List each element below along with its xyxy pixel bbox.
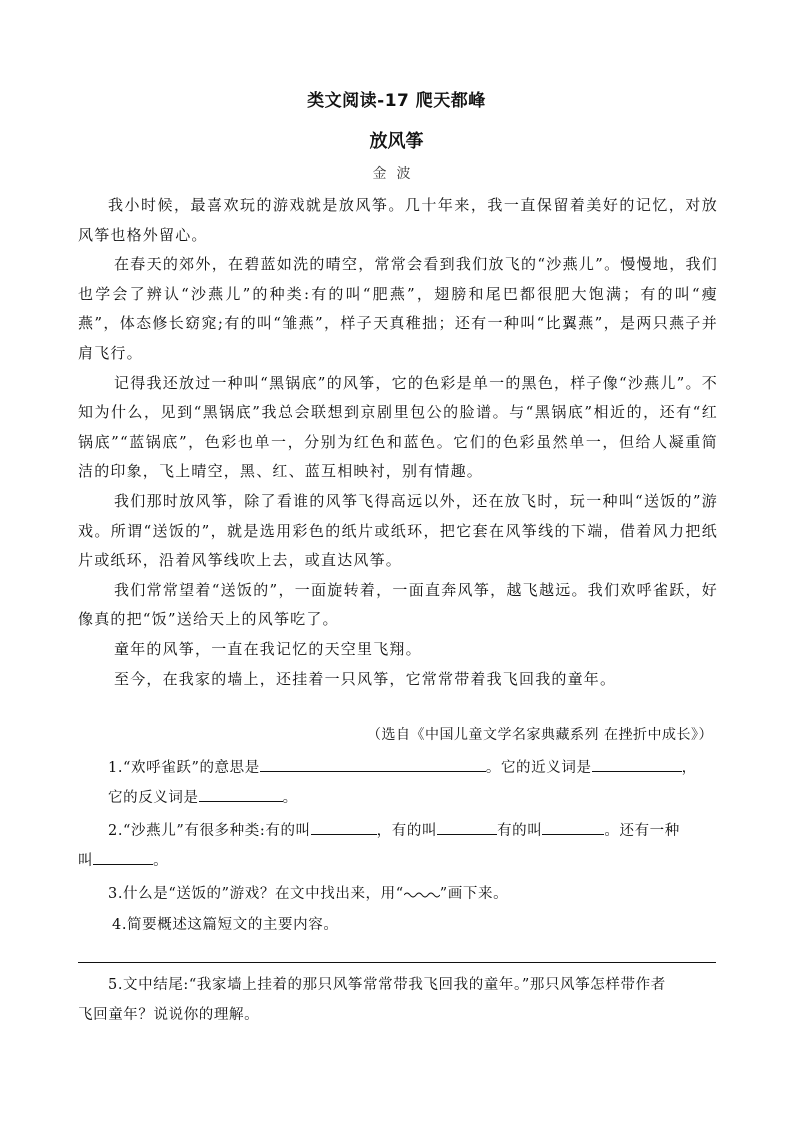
question-2-text: 。还有一种 <box>604 823 680 839</box>
question-2-text: ，有的叫 <box>376 823 438 839</box>
question-1-text: 1.“欢呼雀跃”的意思是 <box>108 760 260 776</box>
answer-blank-antonym[interactable] <box>199 787 283 802</box>
question-2 <box>78 816 718 876</box>
question-2-text: 有的叫 <box>497 823 543 839</box>
answer-blank-kind-1[interactable] <box>311 820 377 835</box>
question-3-text: ”画下来。 <box>439 886 509 902</box>
question-2-text: 。 <box>153 853 169 869</box>
question-5-text: 飞回童年？说说你的理解。 <box>78 1007 260 1023</box>
question-4-text: 4.简要概述这篇短文的主要内容。 <box>112 917 339 933</box>
question-1-text: 它的反义词是 <box>108 790 199 806</box>
question-2-text: 2.“沙燕儿”有很多种类:有的叫 <box>108 823 311 839</box>
question-1 <box>78 753 718 813</box>
answer-blank-synonym[interactable] <box>592 757 682 772</box>
question-1-text: ， <box>681 760 697 776</box>
passage-paragraph: 记得我还放过一种叫“黑锅底”的风筝，它的色彩是单一的黑色，样子像“沙燕儿”。不知为什么，见到“黑锅底”我总会联想到京剧里包公的脸谱。与“黑锅底”相近的，还有“红锅底”“蓝锅底”，色彩也单一，分别为红色和蓝色。它们的色彩虽然单一，但给人凝重简洁的印象，飞上晴空，黑、红、蓝互相映衬，别有情趣。 <box>78 373 718 481</box>
worksheet-title: 类文阅读-17 爬天都峰 <box>307 91 486 111</box>
question-1-text: 。它的近义词是 <box>485 760 592 776</box>
answer-line[interactable] <box>78 962 716 963</box>
passage-body <box>78 191 718 694</box>
passage-paragraph: 我们那时放风筝，除了看谁的风筝飞得高远以外，还在放飞时，玩一种叫“送饭的”游戏。所谓“送饭的”，就是选用彩色的纸片或纸环，把它套在风筝线的下端，借着风力把纸片或纸环，沿着风筝线吹上去，或直达风筝。 <box>78 491 718 570</box>
question-3-text: 3.什么是“送饭的”游戏？在文中找出来，用“ <box>108 886 404 902</box>
answer-blank-kind-4[interactable] <box>93 850 153 865</box>
passage-author: 金波 <box>372 166 421 182</box>
passage-paragraph: 至今，在我家的墙上，还挂着一只风筝，它常常带着我飞回我的童年。 <box>114 669 617 688</box>
passage-paragraph: 在春天的郊外，在碧蓝如洗的晴空，常常会看到我们放飞的“沙燕儿”。慢慢地，我们也学会了辨认“沙燕儿”的种类:有的叫“肥燕”，翅膀和尾巴都很肥大饱满；有的叫“瘦燕”，体态修长窈窕;有的叫“雏燕”，样子天真稚拙；还有一种叫“比翼燕”，是两只燕子并肩飞行。 <box>78 255 718 362</box>
answer-blank-kind-3[interactable] <box>542 820 604 835</box>
answer-blank-kind-2[interactable] <box>437 820 497 835</box>
question-2-text: 叫 <box>78 853 94 869</box>
question-4 <box>78 910 718 940</box>
passage-paragraph: 童年的风筝，一直在我记忆的天空里飞翔。 <box>114 639 422 658</box>
question-5 <box>78 970 718 1030</box>
question-1-text: 。 <box>282 790 298 806</box>
question-3 <box>78 879 718 909</box>
passage-paragraph: 我们常常望着“送饭的”，一面旋转着，一面直奔风筝，越飞越远。我们欢呼雀跃，好像真的把“饭”送给天上的风筝吃了。 <box>78 580 718 629</box>
question-5-text: 5.文中结尾:“我家墙上挂着的那只风筝常常带我飞回我的童年。”那只风筝怎样带作者 <box>108 977 666 993</box>
source-citation: （选自《中国儿童文学名家典藏系列 在挫折中成长》） <box>367 727 713 743</box>
answer-blank-meaning[interactable] <box>260 757 486 772</box>
passage-paragraph: 我小时候，最喜欢玩的游戏就是放风筝。几十年来，我一直保留着美好的记忆，对放风筝也格外留心。 <box>78 196 718 244</box>
wavy-underline-icon <box>404 890 440 898</box>
passage-title: 放风筝 <box>369 131 424 152</box>
